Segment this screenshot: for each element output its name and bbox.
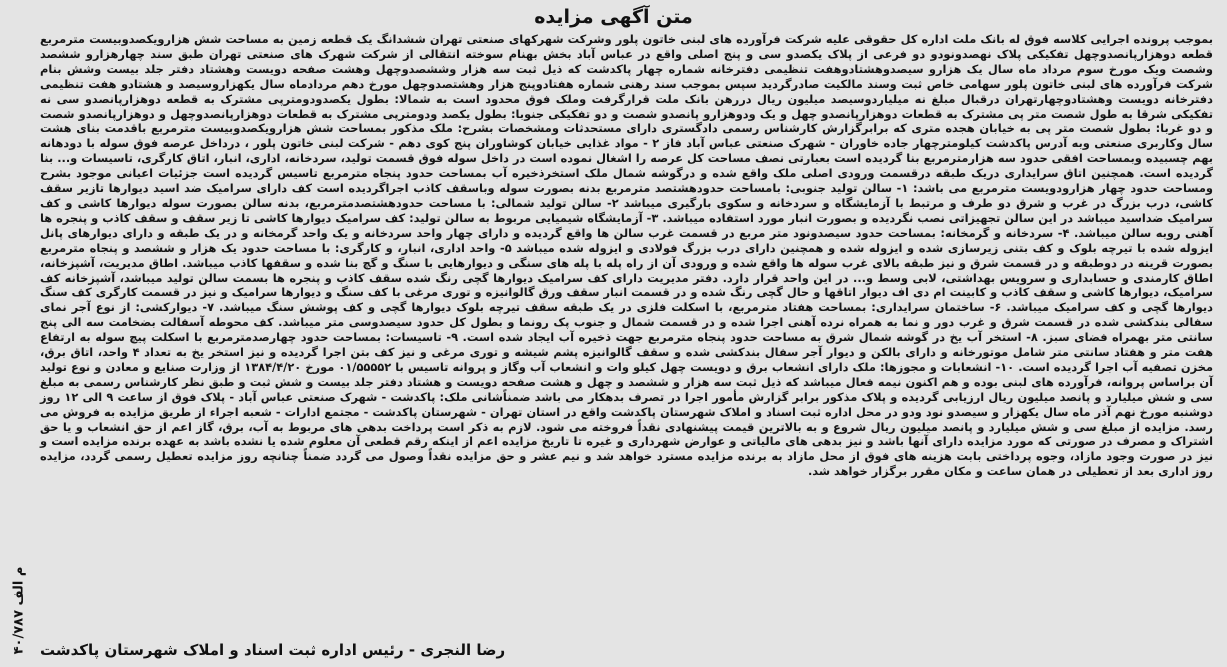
- notice-code-wrapper: [6, 560, 32, 660]
- notice-code: ۴۰/۷۸۷ م الف: [11, 566, 27, 654]
- notice-body: [40, 32, 1213, 479]
- notice-title: متن آگهی مزایده: [534, 6, 693, 28]
- notice-signature: رضا النجری - رئیس اداره ثبت اسناد و املاک شهرستان پاکدشت: [40, 641, 506, 659]
- notice-paragraph: بموجب پرونده اجرایی کلاسه فوق له بانک ملت اداره کل حقوقی علیه شرکت فرآورده های لبنی خاتون پلور وشرکت شهرکهای صنعتی تهران ششدانگ یک قطعه زمین به مساحت شش هزارویکصدوبیست مترمربع قطعه دوهزارپانصدوچهل تفکیکی پلاک نهصدونودو دو فرعی از پلاک یکصدو سی و پنج اصلی واقع در عباس آباد بخش بهنام سوخته انتقالی از شرکت شهرک های صنعتی تهران طبق سند چهارهزارو ششصد وشصت ویک مورخ سوم مرداد ماه سال یک هزارو سیصدوهشتادوهفت تنظیمی دفترخانه شماره چهار پاکدشت که ذیل ثبت سه هزار وششصدوچهل وهشت صفحه دویست وهشتاد دفتر جلد بیست وشش بنام شرکت فرآورده های لبنی خاتون پلور سهامی خاص ثبت وسند مالکیت صادرگردید سپس بموجب سند رهنی شماره هفتادوپنج هزار وهشتصدوچهل مورخ دهم مردادماه سال یکهزاروسیصد و هشتادو هفت تنظیمی دفترخانه دویست وهشتادوچهارتهران درقبال مبلغ نه میلیاردوسیصد میلیون ریال دررهن بانک ملت قرارگرفت وملک فوق محدود است به شمالا: بطول یکصدودومترپی مشترک به قطعه دوهزارپانصدو سی نه تفکیکی شرقا به طول شصت متر پی مشترک به قطعات دوهزارپانصدو چهل و یک ودوهزارو پانصدو شصت و دو تفکیکی جنوبا: بطول یکصد ودومترپی مشترک به قطعات دوهزارپانصدوچهل و دوهزارپانصدو شصت و دو غربا: بطول شصت متر پی به خیابان هجده متری که برابرگزارش کارشناس رسمی دادگستری دارای مستحدثات ومشخصات بشرح: ملک مذکور بمساحت شش هزارویکصدوبیست مترمربع باقدمت بنای هشت سال وکاربری صنعتی وبه آدرس پاکدشت کیلومترچهار جاده خاوران - شهرک صنعتی عباس آباد فاز ۲ - مواد غذایی خیابان کوشاوران پنج کوی دهم - شرکت لبنی خاتون پلور ، درداخل عرصه فوق سوله با دودهانه بهم چسبیده وبمساحت افقی حدود سه هزارمترمربع بنا گردیده است بعبارتی نصف مساحت کل عرصه را اشغال نموده است در داخل سوله فوق قسمت تولید، سردخانه، اداری، انبار، اتاق کارگری، تاسیسات و... بنا گردیده است. همچنین اتاق سرایداری دریک طبقه درقسمت ورودی اصلی ملک واقع شده و درگوشه شمال ملک استخرذخیره آب بمساحت حدود پنجاه مترمربع تاسیس گردیده است جزئیات اعیانی موجود بشرح ومساحت حدود چهار هزارودویست مترمربع می باشد: ۱- سالن تولید جنوبی: بامساحت حدودهشتصد مترمربع بدنه بصورت سوله وباسقف کاذب اجراگردیده است کف دارای سرامیک ضد اسید دیوارها تازیر سقف کاشی، درب بزرگ در غرب و شرق دو طرف و مرتبط با آزمایشگاه و سردخانه و سکوی بارگیری میباشد ۲- سالن تولید شمالی: با مساحت حدودهشتصدمترمربع، بدنه سالن بصورت سوله دیوارها کاشی و کف سرامیک ضداسید میباشد در این سالن تجهیزاتی نصب نگردیده و بصورت انبار مورد استفاده میباشد. ۳- آزمایشگاه شیمیایی مربوط به سالن تولید: کف سرامیک دیوارها کاشی تا زیر سقف و سقف کاذب و پنجره ها آهنی روبه سالن میباشد. ۴- سردخانه و گرمخانه: بمساحت حدود سیصدونود متر مربع در قسمت غرب سالن ها واقع گردیده و دارای چهار واحد سردخانه و یک واحد گرمخانه و در یک طبقه و دارای دیوارهای پانل ایزوله شده با تیرچه بلوک و کف بتنی زیرسازی شده و ایزوله شده و همچنین دارای درب بزرگ فولادی و ایزوله شده میباشد ۵- واحد اداری، انبار، و کارگری: با مساحت حدود یک هزار و ششصد و پنجاه مترمربع بصورت قرینه در دوطبقه و در قسمت شرق و نیز طبقه بالای غرب سوله ها واقع شده و ورودی آن از راه پله با پله های سنگی و دیوارهایی با سنگ و گچ بنا شده و سقفها کاذب میباشد. اطاق مدیریت، آشپزخانه، اطاق کارمندی و حسابداری و سرویس بهداشتی، لابی وسط و... در این واحد قرار دارد. دفتر مدیریت دارای کف سرامیک دیوارها گچی رنگ شده سقف کاذب و پنجره ها بسمت سالن تولید میباشد، آشپزخانه کف سرامیک، دیوارها کاشی و سقف کاذب و کابینت ام دی اف دیوار اتاقها و حال گچی رنگ شده و در قسمت انبار سقف ورق گالوانیزه و توری مرغی با کف سنگ و دیوارها سرامیک و نیز در قسمت کارگری کف سنگ دیوارها گچی و کف سرامیک میباشد. ۶- ساختمان سرایداری: بمساحت هفتاد مترمربع، با اسکلت فلزی در یک طبقه سقف تیرچه بلوک دیوارها گچی و کف پوشش سنگ میباشد. ۷- دیوارکشی: از نوع آجر نمای سفالی بندکشی شده در قسمت شرق و غرب دور و نما به همراه نرده آهنی اجرا شده و در قسمت شمال و جنوب پک رونما و بطول کل حدود سیصدوسی متر میباشد. کف محوطه آسفالت بضخامت سه الی پنج سانتی متر بهمراه فضای سبز. ۸- استخر آب یخ در گوشه شمال شرق به مساحت حدود پنجاه مترمربع جهت ذخیره آب ایجاد شده است. ۹- تاسیسات: بمساحت حدود چهارصدمترمربع با اسکلت پیچ سوله به ارتفاع هفت متر و هفتاد سانتی متر شامل موتورخانه و دارای بالکن و دیوار آجر سفال بندکشی شده و سقف گالوانیزه پشم شیشه و توری مرغی و نیز کف بتن اجرا گردیده و نیز استخر یخ به تعداد ۴ واحد، اتاق برق، مخزن تصفیه آب اجرا گردیده است. ۱۰- انشعابات و مجوزها: ملک دارای انشعاب برق و دویست چهل کیلو وات و انشعاب آب وگاز و پروانه تاسیس با ۰۱/۵۵۵۵۲ مورخ ۱۳۸۴/۴/۲۰ از وزارت صنایع و معادن و نوع تولید آن براساس پروانه، فرآورده های لبنی بوده و هم اکنون نیمه فعال میباشد که ذیل ثبت سه هزار و ششصد و چهل و هشت صفحه دویست و هشتاد دفتر جلد بیست و شش ثبت و طبق نظر کارشناس رسمی به مبلغ سی و شش میلیارد و پانصد میلیون ریال ارزیابی گردیده و پلاک مذکور برابر گزارش مأمور اجرا در تصرف بدهکار می باشد ضمناًشانی ملک: پاکدشت - شهرک صنعتی عباس آباد - پلاک فوق از ساعت ۹ الی ۱۲ روز دوشنبه مورخ نهم آذر ماه سال یکهزار و سیصدو نود ودو در محل اداره ثبت اسناد و املاک شهرستان پاکدشت واقع در استان تهران - شهرستان پاکدشت - مجتمع ادارات - شعبه اجراء از طریق مزایده به فروش می رسد. مزایده از مبلغ سی و شش میلیارد و پانصد میلیون ریال شروع و به بالاترین قیمت پیشنهادی نقداً فروخته می شود. لازم به ذکر است پرداخت بدهی های مربوط به آب، برق، گاز اعم از حق انشعاب و یا حق اشتراک و مصرف در صورتی که مورد مزایده دارای آنها باشد و نیز بدهی های مالیاتی و عوارض شهرداری و غیره تا تاریخ مزایده اعم از اینکه رقم قطعی آن معلوم شده یا نشده باشد به عهده برنده مزایده است و نیز در صورت وجود مازاد، وجوه پرداختی بابت هزینه های فوق از محل مازاد به برنده مزایده مسترد خواهد شد و نیم عشر و حق مزایده نقداً وصول می گردد ضمناً چنانچه روز مزایده تعطیل رسمی گردد، مزایده روز اداری بعد از تعطیلی در همان ساعت و مکان مقرر برگزار خواهد شد.: [40, 32, 1214, 479]
